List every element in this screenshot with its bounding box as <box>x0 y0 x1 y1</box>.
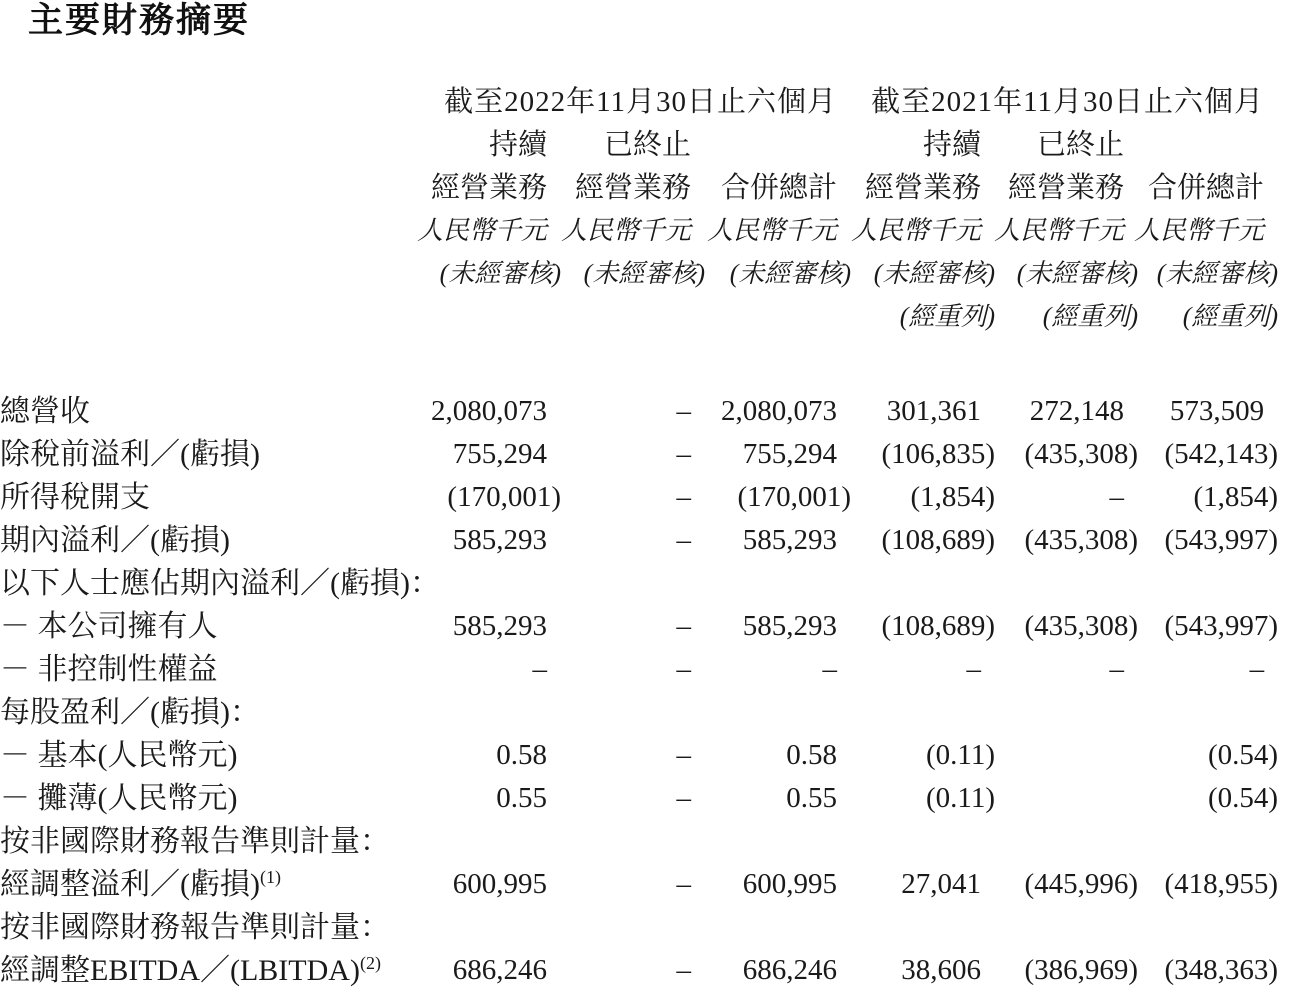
cell-value <box>837 691 981 734</box>
cell-value <box>547 691 691 734</box>
cell-value <box>403 820 547 863</box>
table-row <box>0 863 1264 906</box>
col-header-total-2022 <box>691 121 837 164</box>
unaudited-label: (未經審核) <box>583 259 705 288</box>
unaudited-label: (未經審核) <box>1016 259 1139 288</box>
cell-value <box>547 562 691 605</box>
cell-value: (108,689) <box>881 524 996 556</box>
row-label: － 攤薄(人民幣元) <box>0 782 238 815</box>
restated-label: (經重列) <box>1182 302 1279 331</box>
cell-value: (542,143) <box>1164 438 1279 470</box>
row-label: 每股盈利／(虧損)： <box>0 696 260 729</box>
table-row <box>0 820 1264 863</box>
cell-value: 686,246 <box>452 954 547 986</box>
cell-value: 585,293 <box>742 610 838 642</box>
cell-value <box>547 820 691 863</box>
period-header-row <box>0 78 1264 121</box>
row-label: 除稅前溢利／(虧損) <box>0 438 260 471</box>
cell-value: – <box>532 653 547 685</box>
row-label: 期內溢利／(虧損) <box>0 524 230 557</box>
table-row <box>0 519 1264 562</box>
cell-value: 0.58 <box>496 739 547 771</box>
cell-value: 585,293 <box>452 524 547 556</box>
cell-value: – <box>1109 653 1125 685</box>
cell-value <box>1124 906 1264 949</box>
unit-label: 人民幣千元 <box>416 216 547 245</box>
cell-value <box>691 691 837 734</box>
unaudited-label: (未經審核) <box>729 259 852 288</box>
cell-value: – <box>1109 481 1125 513</box>
restated-label <box>403 293 547 336</box>
cell-value: 585,293 <box>742 524 838 556</box>
cell-value <box>837 562 981 605</box>
table-row <box>0 906 1264 949</box>
cell-value <box>403 906 547 949</box>
cell-value <box>403 691 547 734</box>
cell-value: 585,293 <box>452 610 547 642</box>
cell-value: (0.54) <box>1207 782 1279 814</box>
cell-value: 573,509 <box>1169 395 1265 427</box>
column-header-row-2 <box>0 164 1264 207</box>
cell-value: (543,997) <box>1164 524 1279 556</box>
cell-value: – <box>676 610 691 642</box>
row-label: － 基本(人民幣元) <box>0 739 238 772</box>
cell-value: – <box>676 438 691 470</box>
col-header-discontinued-2021: 已終止 <box>1037 129 1125 161</box>
cell-value <box>981 906 1124 949</box>
cell-value: (435,308) <box>1024 524 1139 556</box>
col-header-discontinued-2022: 已終止 <box>603 129 691 161</box>
table-row <box>0 734 1264 777</box>
cell-value: 600,995 <box>742 868 838 900</box>
table-row <box>0 476 1264 519</box>
header-spacer <box>0 293 403 336</box>
col-header-total-2022: 合併總計 <box>721 172 838 204</box>
header-spacer <box>0 121 403 164</box>
cell-value <box>1124 820 1264 863</box>
header-body-gap <box>0 336 1264 390</box>
cell-value: 2,080,073 <box>431 395 547 427</box>
cell-value: (0.11) <box>926 739 996 771</box>
page-title: 主要財務摘要 <box>28 1 251 40</box>
cell-value: (108,689) <box>881 610 996 642</box>
cell-value <box>691 906 837 949</box>
restated-row <box>0 293 1264 336</box>
unaudited-label: (未經審核) <box>873 259 996 288</box>
unit-row <box>0 207 1264 250</box>
col-header-total-2021: 合併總計 <box>1148 172 1265 204</box>
cell-value <box>981 562 1124 605</box>
unaudited-label: (未經審核) <box>1156 259 1279 288</box>
cell-value: 2,080,073 <box>721 395 838 427</box>
header-spacer <box>0 164 403 207</box>
table-row <box>0 691 1264 734</box>
cell-value <box>837 906 981 949</box>
column-header-row-1 <box>0 121 1264 164</box>
unaudited-label: (未經審核) <box>439 259 561 288</box>
cell-value <box>981 691 1124 734</box>
table-body <box>0 390 1279 992</box>
row-label: － 非控制性權益 <box>0 653 218 686</box>
cell-value: (445,996) <box>1024 868 1139 900</box>
row-label: 按非國際財務報告準則計量： <box>0 825 390 858</box>
footnote-marker: (2) <box>359 953 381 973</box>
table-row <box>0 648 1264 691</box>
cell-value: – <box>822 653 838 685</box>
unit-label: 人民幣千元 <box>560 216 691 245</box>
table-row <box>0 433 1264 476</box>
restated-label <box>547 293 691 336</box>
cell-value <box>981 820 1124 863</box>
cell-value: (170,001) <box>737 481 852 513</box>
financial-summary-table <box>0 78 1279 992</box>
footnote-marker: (1) <box>259 867 281 887</box>
cell-value: (1,854) <box>910 481 996 513</box>
cell-value: – <box>676 481 691 513</box>
col-header-discontinued-2022: 經營業務 <box>574 172 691 204</box>
cell-value: 38,606 <box>901 954 982 986</box>
unit-label: 人民幣千元 <box>707 216 838 245</box>
cell-value <box>981 777 1124 820</box>
col-header-continuing-2021: 經營業務 <box>865 172 982 204</box>
cell-value: 301,361 <box>886 395 982 427</box>
cell-value: (386,969) <box>1024 954 1139 986</box>
cell-value: – <box>676 868 691 900</box>
cell-value: (170,001) <box>447 481 561 513</box>
header-spacer <box>0 250 403 293</box>
unit-label: 人民幣千元 <box>851 216 982 245</box>
cell-value: – <box>676 954 691 986</box>
cell-value: (1,854) <box>1193 481 1279 513</box>
cell-value <box>547 906 691 949</box>
cell-value <box>691 562 837 605</box>
row-label: － 本公司擁有人 <box>0 610 218 643</box>
cell-value: (348,363) <box>1164 954 1279 986</box>
cell-value <box>691 820 837 863</box>
row-label: 按非國際財務報告準則計量： <box>0 911 390 944</box>
row-label: 以下人士應佔期內溢利／(虧損)： <box>0 567 440 600</box>
cell-value: 0.55 <box>496 782 547 814</box>
col-header-discontinued-2021: 經營業務 <box>1008 172 1125 204</box>
row-label: 經調整溢利／(虧損)$^{(1)}$ <box>0 867 281 901</box>
cell-value <box>981 734 1124 777</box>
col-header-total-2021 <box>1124 121 1264 164</box>
header-spacer <box>0 78 403 121</box>
table-row <box>0 949 1264 992</box>
cell-value <box>837 820 981 863</box>
cell-value: (435,308) <box>1024 610 1139 642</box>
cell-value: 0.58 <box>786 739 838 771</box>
unaudited-row <box>0 250 1264 293</box>
cell-value: 686,246 <box>742 954 838 986</box>
cell-value: (106,835) <box>881 438 996 470</box>
table-row <box>0 777 1264 820</box>
cell-value: (0.54) <box>1207 739 1279 771</box>
cell-value: – <box>676 524 691 556</box>
unit-label: 人民幣千元 <box>994 216 1125 245</box>
col-header-continuing-2022: 經營業務 <box>430 172 547 204</box>
col-header-continuing-2022: 持續 <box>488 129 547 161</box>
cell-value: – <box>966 653 982 685</box>
period-header-2021: 截至2021年11月30日止六個月 <box>871 86 1265 118</box>
table-row <box>0 390 1264 433</box>
unit-label: 人民幣千元 <box>1134 216 1265 245</box>
cell-value: 27,041 <box>901 868 982 900</box>
cell-value <box>1124 691 1264 734</box>
table-row <box>0 562 1264 605</box>
cell-value: 272,148 <box>1029 395 1125 427</box>
restated-label: (經重列) <box>1042 302 1139 331</box>
cell-value: (543,997) <box>1164 610 1279 642</box>
table-row <box>0 605 1264 648</box>
cell-value: – <box>676 653 691 685</box>
row-label: 經調整EBITDA／(LBITDA)$^{(2)}$ <box>0 953 381 987</box>
cell-value: – <box>676 782 691 814</box>
cell-value: – <box>676 739 691 771</box>
cell-value: 600,995 <box>452 868 547 900</box>
cell-value <box>1124 562 1264 605</box>
row-label: 所得稅開支 <box>0 481 150 514</box>
header-spacer <box>0 207 403 250</box>
cell-value: – <box>676 395 691 427</box>
cell-value: 0.55 <box>786 782 838 814</box>
cell-value: 755,294 <box>452 438 547 470</box>
table-header <box>0 78 1279 390</box>
cell-value: 755,294 <box>742 438 838 470</box>
row-label: 總營收 <box>0 395 90 428</box>
cell-value: (418,955) <box>1164 868 1279 900</box>
cell-value: (0.11) <box>926 782 996 814</box>
period-header-2022: 截至2022年11月30日止六個月 <box>444 86 838 118</box>
restated-label: (經重列) <box>899 302 996 331</box>
restated-label <box>691 293 837 336</box>
col-header-continuing-2021: 持續 <box>923 129 982 161</box>
cell-value: – <box>1249 653 1265 685</box>
cell-value: (435,308) <box>1024 438 1139 470</box>
